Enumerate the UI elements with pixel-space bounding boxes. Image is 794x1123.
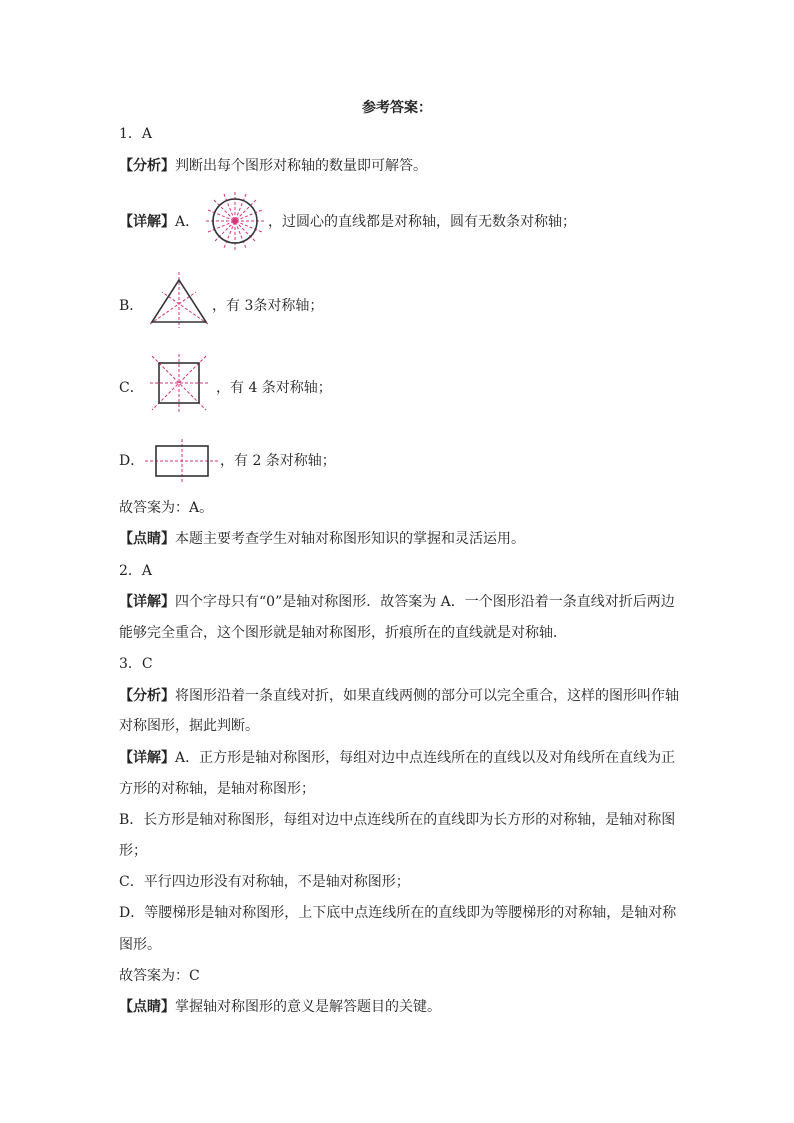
option-b-text: ，有 3条对称轴； xyxy=(212,298,324,314)
square-figure xyxy=(148,352,210,414)
q1-analysis xyxy=(119,156,427,176)
option-c-text: ，有 4 条对称轴； xyxy=(216,380,332,396)
option-d-label: D． xyxy=(119,453,145,469)
option-a-text: ，过圆心的直线都是对称轴，圆有无数条对称轴； xyxy=(268,214,576,230)
analysis-text: 判断出每个图形对称轴的数量即可解答。 xyxy=(175,158,427,174)
detail-tag: 【详解】 xyxy=(119,214,175,230)
q1-comment xyxy=(119,529,525,549)
option-a-label: A． xyxy=(175,214,200,230)
comment-text: 掌握轴对称图形的意义是解答题目的关键。 xyxy=(175,999,441,1015)
q3-d-line2: 图形。 xyxy=(119,937,161,953)
q3-number: 3．C xyxy=(119,656,153,672)
q3-answer: 故答案为：C xyxy=(119,968,200,984)
q3-d-line1: D．等腰梯形是轴对称图形，上下底中点连线所在的直线即为等腰梯形的对称轴，是轴对称 xyxy=(119,905,677,921)
q3-b-line2: 形； xyxy=(119,843,147,859)
option-b-label: B． xyxy=(119,298,144,314)
q2-detail-line2: 能够完全重合，这个图形就是轴对称图形，折痕所在的直线就是对称轴． xyxy=(119,625,567,641)
q3-analysis-line2: 对称图形，据此判断。 xyxy=(119,718,259,734)
detail-tag: 【详解】 xyxy=(119,750,175,766)
circle-figure xyxy=(204,190,266,252)
triangle-figure xyxy=(146,270,212,330)
comment-text: 本题主要考查学生对轴对称图形知识的掌握和灵活运用。 xyxy=(175,531,525,547)
comment-tag: 【点睛】 xyxy=(119,531,175,547)
analysis-tag: 【分析】 xyxy=(119,688,175,704)
q3-a-line1: A．正方形是轴对称图形，每组对边中点连线所在的直线以及对角线所在直线为正 xyxy=(175,750,676,766)
q2-number: 2．A xyxy=(119,563,153,579)
q3-analysis-line1 xyxy=(119,686,679,706)
q2-detail-text: 四个字母只有“0”是轴对称图形．故答案为 A．一个图形沿着一条直线对折后两边 xyxy=(175,594,675,610)
q1-answer: 故答案为：A。 xyxy=(119,500,214,516)
analysis-tag: 【分析】 xyxy=(119,158,175,174)
q1-number: 1．A xyxy=(119,126,153,142)
q2-detail-line1 xyxy=(119,592,675,612)
q1-detail-a-label xyxy=(119,212,199,232)
option-c-label: C． xyxy=(119,380,144,396)
q3-c-line: C．平行四边形没有对称轴，不是轴对称图形； xyxy=(119,874,410,890)
q3-b-line1: B．长方形是轴对称图形，每组对边中点连线所在的直线即为长方形的对称轴，是轴对称图 xyxy=(119,812,676,828)
q3-comment xyxy=(119,997,441,1017)
q3-detail-tag-line xyxy=(119,748,675,768)
rectangle-figure xyxy=(144,438,220,484)
q3-a-line2: 方形的对称轴，是轴对称图形； xyxy=(119,781,315,797)
page-title: 参考答案： xyxy=(362,100,432,116)
comment-tag: 【点睛】 xyxy=(119,999,175,1015)
detail-tag: 【详解】 xyxy=(119,594,175,610)
option-d-text: ，有 2 条对称轴； xyxy=(220,453,336,469)
q3-analysis-text: 将图形沿着一条直线对折，如果直线两侧的部分可以完全重合，这样的图形叫作轴 xyxy=(175,688,679,704)
